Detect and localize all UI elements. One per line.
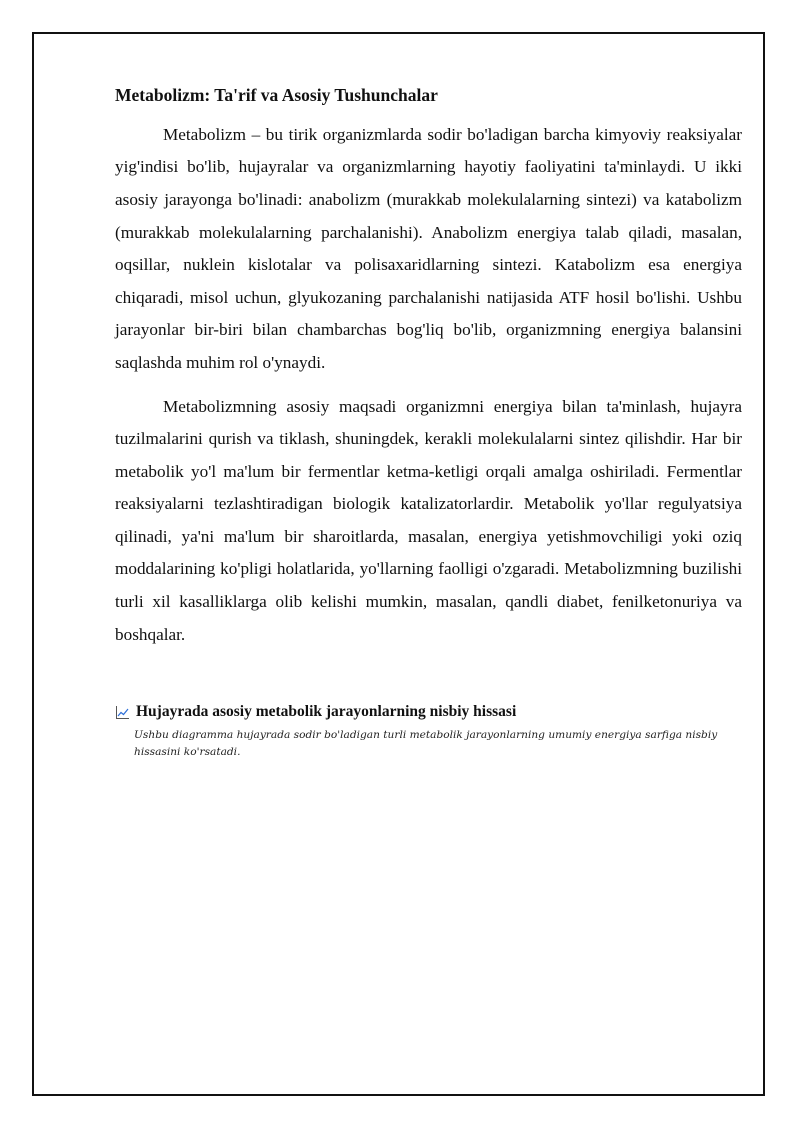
figure-title-row — [115, 703, 742, 721]
figure-block — [115, 703, 742, 761]
document-title: Metabolizm: Ta'rif va Asosiy Tushunchalar — [115, 85, 438, 105]
figure-caption: Ushbu diagramma hujayrada sodir bo'ladigan turli metabolik jarayonlarning umumiy energiya sarfiga nisbiy hissasini ko'rsatadi. — [134, 729, 718, 758]
document-body — [115, 84, 742, 662]
chart-increasing-icon — [115, 705, 130, 720]
paragraph-2: Metabolizmning asosiy maqsadi organizmni energiya bilan ta'minlash, hujayra tuzilmalarini qurish va tiklash, shuningdek, kerakli molekulalarni sintez qilishdir. Har bir metabolik yo'l ma'lum bir fermentlar ketma-ketligi orqali amalga oshiriladi. Fermentlar reaksiyalarni tezlashtiradigan biologik katalizatorlardir. Metabolik yo'llar regulyatsiya qilinadi, ya'ni ma'lum bir sharoitlarda, masalan, energiya yetishmovchiligi yoki oziq moddalarining ko'pligi holatlarida, yo'llarning faolligi o'zgaradi. Metabolizmning buzilishi turli xil kasalliklarga olib kelishi mumkin, masalan, qandli diabet, fenilketonuriya va boshqalar. — [115, 396, 742, 644]
paragraph-1: Metabolizm – bu tirik organizmlarda sodir bo'ladigan barcha kimyoviy reaksiyalar yig'indisi bo'lib, hujayralar va organizmlarning hayotiy faoliyatini ta'minlaydi. U ikki asosiy jarayonga bo'linadi: anabolizm (murakkab molekulalarning sintezi) va katabolizm (murakkab molekulalarning parchalanishi). Anabolizm energiya talab qiladi, masalan, oqsillar, nuklein kislotalar va polisaxaridlarning sintezi. Katabolizm esa energiya chiqaradi, misol uchun, glyukozaning parchalanishi natijasida ATF hosil bo'lishi. Ushbu jarayonlar bir-biri bilan chambarchas bog'liq bo'lib, organizmning energiya balansini saqlashda muhim rol o'ynaydi. — [115, 124, 742, 372]
figure-title: Hujayrada asosiy metabolik jarayonlarning nisbiy hissasi — [136, 703, 517, 720]
